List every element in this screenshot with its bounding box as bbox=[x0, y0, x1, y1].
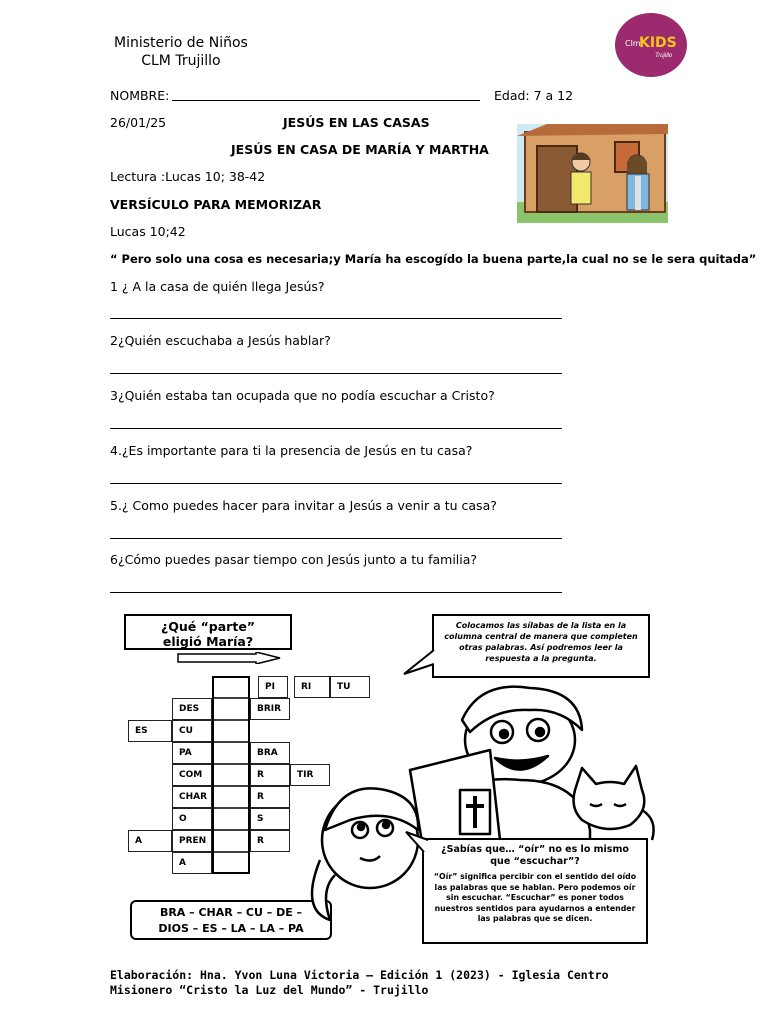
age-label: Edad: 7 a 12 bbox=[494, 88, 574, 103]
grid-cell: TU bbox=[330, 676, 370, 698]
footer-line-1: Elaboración: Hna. Yvon Luna Victoria – Edición 1 (2023) - Iglesia Centro bbox=[110, 968, 609, 982]
verse-heading: VERSÍCULO PARA MEMORIZAR bbox=[110, 197, 322, 212]
fact-title: ¿Sabías que… “oír” no es lo mismo que “escuchar”? bbox=[441, 844, 629, 867]
logo-sub: Trujillo bbox=[655, 53, 673, 59]
grid-cell: RI bbox=[294, 676, 330, 698]
grid-cell: O bbox=[172, 808, 212, 830]
grid-cell: PA bbox=[172, 742, 212, 764]
grid-cell: R bbox=[250, 830, 290, 852]
grid-cell: S bbox=[250, 808, 290, 830]
answer-line-5[interactable] bbox=[110, 538, 562, 539]
clm-kids-logo bbox=[615, 13, 687, 77]
ministry-line2: CLM Trujillo bbox=[141, 53, 221, 69]
instructions-bubble bbox=[432, 614, 650, 678]
grid-cell: A bbox=[128, 830, 172, 852]
grid-cell: CHAR bbox=[172, 786, 212, 808]
grid-cell: PI bbox=[258, 676, 288, 698]
answer-line-6[interactable] bbox=[110, 592, 562, 593]
verse-reference: Lucas 10;42 bbox=[110, 224, 186, 239]
grid-cell: TIR bbox=[290, 764, 330, 786]
puzzle-question-box bbox=[124, 614, 292, 650]
grid-cell: PREN bbox=[172, 830, 212, 852]
instructions-bubble-tail bbox=[402, 648, 436, 678]
instructions-text: Colocamos las sílabas de la lista en la columna central de manera que completen otras palabras. Así podremos leer la respuesta a la pregunta. bbox=[444, 621, 638, 663]
grid-cell: BRA bbox=[250, 742, 290, 764]
question-6: 6¿Cómo puedes pasar tiempo con Jesús junto a tu familia? bbox=[110, 552, 478, 567]
grid-cell: R bbox=[250, 786, 290, 808]
answer-line-3[interactable] bbox=[110, 428, 562, 429]
answer-line-4[interactable] bbox=[110, 483, 562, 484]
syllables-line-1: BRA – CHAR – CU – DE – bbox=[159, 906, 303, 919]
grid-cell: R bbox=[250, 764, 290, 786]
lesson-title-2: JESÚS EN CASA DE MARÍA Y MARTHA bbox=[231, 142, 489, 157]
center-column-lines bbox=[212, 676, 250, 874]
lesson-title-1: JESÚS EN LAS CASAS bbox=[283, 115, 430, 130]
verse-text: “ Pero solo una cosa es necesaria;y María ha escogído la buena parte,la cual no se le sera quitada” bbox=[110, 252, 757, 266]
grid-cell: ES bbox=[128, 720, 172, 742]
puzzle-arrow bbox=[176, 652, 286, 664]
syllables-line-2: DIOS – ES – LA – LA – PA bbox=[158, 922, 304, 935]
fact-body: “Oír” significa percibir con el sentido del oído las palabras que se hablan. Pero podemos oír sin escuchar. “Escuchar” es poner todos nuestros sentidos para ayudarnos a entender las palabras que se dicen. bbox=[433, 872, 637, 923]
answer-line-1[interactable] bbox=[110, 318, 562, 319]
jesus-house-illustration bbox=[517, 124, 668, 223]
ministry-title bbox=[114, 34, 248, 70]
lesson-date: 26/01/25 bbox=[110, 115, 167, 130]
logo-kids: KIDS bbox=[639, 35, 677, 51]
name-line[interactable] bbox=[172, 100, 480, 101]
grid-cell: A bbox=[172, 852, 212, 874]
fact-bubble-tail bbox=[404, 830, 430, 854]
question-4: 4.¿Es importante para ti la presencia de Jesús en tu casa? bbox=[110, 443, 473, 458]
grid-cell: CU bbox=[172, 720, 212, 742]
puzzle-question-text: ¿Qué “parte” eligió María? bbox=[160, 619, 256, 649]
fact-bubble bbox=[422, 838, 648, 944]
footer-credits bbox=[110, 968, 609, 998]
question-2: 2¿Quién escuchaba a Jesús hablar? bbox=[110, 333, 331, 348]
reading-reference: Lectura :Lucas 10; 38-42 bbox=[110, 169, 266, 184]
answer-line-2[interactable] bbox=[110, 373, 562, 374]
name-label: NOMBRE: bbox=[110, 88, 170, 103]
grid-cell: COM bbox=[172, 764, 212, 786]
question-5: 5.¿ Como puedes hacer para invitar a Jesús a venir a tu casa? bbox=[110, 498, 497, 513]
logo-text: Clm bbox=[625, 39, 641, 48]
question-3: 3¿Quién estaba tan ocupada que no podía escuchar a Cristo? bbox=[110, 388, 495, 403]
grid-cell: DES bbox=[172, 698, 212, 720]
ministry-line1: Ministerio de Niños bbox=[114, 35, 248, 51]
question-1: 1 ¿ A la casa de quién llega Jesús? bbox=[110, 279, 325, 294]
grid-cell: BRIR bbox=[250, 698, 290, 720]
footer-line-2: Misionero “Cristo la Luz del Mundo” - Trujillo bbox=[110, 983, 429, 997]
